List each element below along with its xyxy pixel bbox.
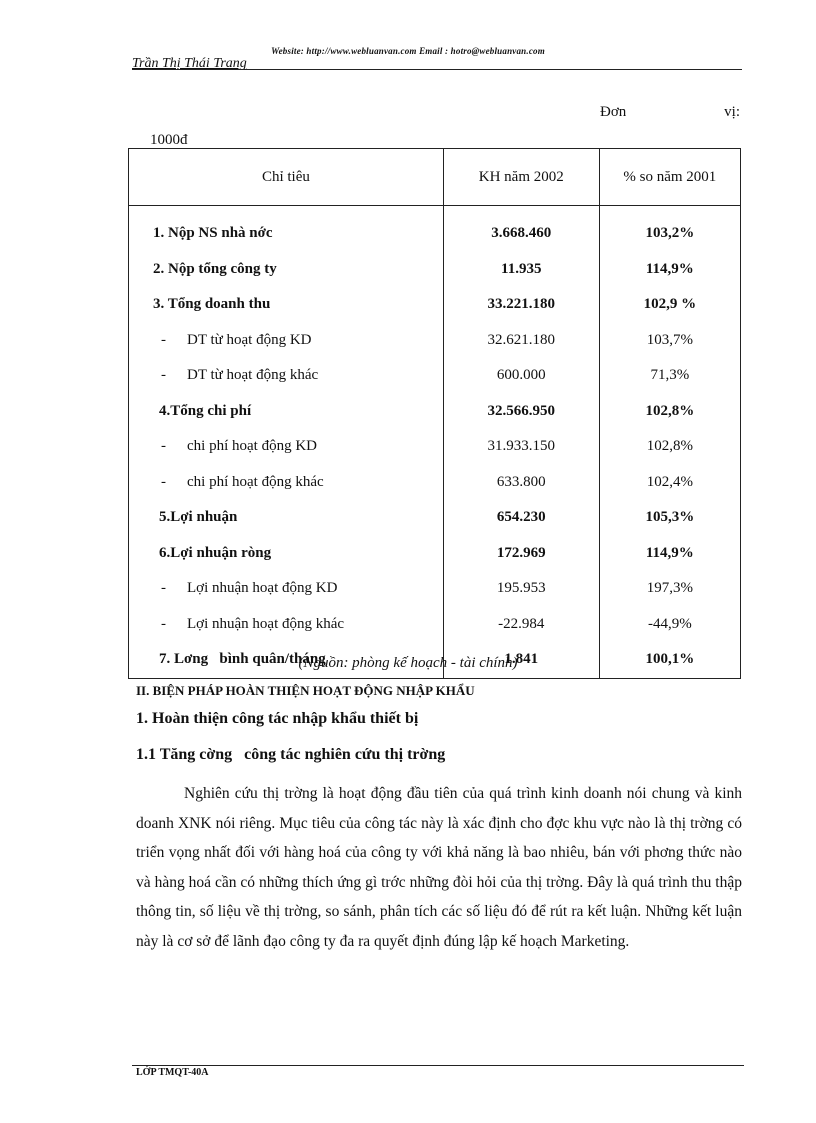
dash-bullet: -	[161, 367, 166, 384]
dash-bullet: -	[161, 615, 166, 632]
row-label: 2. Nộp tổng công ty	[129, 252, 444, 288]
row-percent: 102,9 %	[599, 287, 740, 323]
row-percent: 102,8%	[599, 429, 740, 465]
unit-label-part2: vị:	[724, 104, 740, 120]
heading-1-1: 1.1 Tăng cờng công tác nghiên cứu thị trờng	[136, 746, 446, 763]
table-row	[129, 323, 741, 359]
row-label: 6.Lợi nhuận ròng	[129, 536, 444, 572]
row-value: 600.000	[443, 358, 599, 394]
row-percent: 100,1%	[599, 642, 740, 678]
table-row	[129, 536, 741, 572]
row-value: 31.933.150	[443, 429, 599, 465]
table-row	[129, 216, 741, 252]
row-value: 32.621.180	[443, 323, 599, 359]
row-label: 5.Lợi nhuận	[129, 500, 444, 536]
table-row	[129, 465, 741, 501]
table-row	[129, 394, 741, 430]
row-value: 172.969	[443, 536, 599, 572]
row-value: 1.841	[443, 642, 599, 678]
row-percent: 102,8%	[599, 394, 740, 430]
row-value: 654.230	[443, 500, 599, 536]
footer-divider	[132, 1065, 744, 1066]
row-label: chi phí hoạt động KD	[187, 438, 317, 455]
row-value: 3.668.460	[443, 216, 599, 252]
unit-label-part3: 1000đ	[150, 132, 188, 148]
row-label: 7. Lơng bình quân/tháng	[129, 642, 444, 678]
row-percent: 114,9%	[599, 252, 740, 288]
dash-bullet: -	[161, 331, 166, 348]
header-author: Trần Thị Thái Trang	[132, 56, 247, 71]
header-indicator: Chỉ tiêu	[129, 149, 444, 206]
table-row	[129, 500, 741, 536]
row-percent: 197,3%	[599, 571, 740, 607]
table-row	[129, 429, 741, 465]
row-value: 195.953	[443, 571, 599, 607]
row-percent: -44,9%	[599, 607, 740, 643]
row-label: 1. Nộp NS nhà nớc	[129, 216, 444, 252]
unit-label	[600, 104, 740, 121]
dash-bullet: -	[161, 580, 166, 597]
header-website: Website: http://www.webluanvan.com Email : hotro@webluanvan.com	[271, 46, 545, 56]
table-row	[129, 252, 741, 288]
table-row	[129, 287, 741, 323]
section-heading: II. BIỆN PHÁP HOÀN THIỆN HOẠT ĐỘNG NHẬP KHẨU	[136, 683, 475, 698]
row-label: Lợi nhuận hoạt động khác	[187, 615, 345, 632]
unit-label-part1: Đơn	[600, 104, 627, 120]
row-value: 11.935	[443, 252, 599, 288]
table-header-row	[129, 149, 741, 206]
row-label: 3. Tổng doanh thu	[129, 287, 444, 323]
row-percent: 103,7%	[599, 323, 740, 359]
row-label: DT từ hoạt động khác	[187, 367, 319, 384]
table-row	[129, 571, 741, 607]
table-source: (Nguồn: phòng kế hoạch - tài chính)	[298, 655, 518, 671]
row-percent: 71,3%	[599, 358, 740, 394]
row-label: chi phí hoạt động khác	[187, 473, 324, 490]
body-paragraph: Nghiên cứu thị trờng là hoạt động đầu tiên của quá trình kinh doanh nói chung và kinh doanh XNK nói riêng. Mục tiêu của công tác này là xác định cho đợc khu vực nào là thị trờng có triển vọng nhất đối với hàng hoá của công ty với khả năng là bao nhiêu, bán với phơng thức nào và hàng hoá cần có những thích ứng gì trớc những đòi hỏi của thị trờng. Đây là quá trình thu thập thông tin, số liệu về thị trờng, so sánh, phân tích các số liệu đó để rút ra kết luận. Những kết luận này là cơ sở để lãnh đạo công ty đa ra quyết định đúng lập kế hoạch Marketing.	[136, 785, 742, 950]
row-value: -22.984	[443, 607, 599, 643]
header-percent-2001: % so năm 2001	[599, 149, 740, 206]
table-row	[129, 607, 741, 643]
row-percent: 105,3%	[599, 500, 740, 536]
dash-bullet: -	[161, 473, 166, 490]
footer-class-label: LỚP TMQT-40A	[136, 1067, 209, 1078]
row-label: DT từ hoạt động KD	[187, 331, 312, 348]
plan-table	[128, 148, 741, 679]
row-value: 32.566.950	[443, 394, 599, 430]
dash-bullet: -	[161, 438, 166, 455]
header-plan-2002: KH năm 2002	[443, 149, 599, 206]
row-label: 4.Tổng chi phí	[129, 394, 444, 430]
table-row	[129, 358, 741, 394]
header-divider	[132, 69, 742, 70]
row-value: 33.221.180	[443, 287, 599, 323]
heading-1: 1. Hoàn thiện công tác nhập khẩu thiết bị	[136, 710, 419, 727]
row-percent: 114,9%	[599, 536, 740, 572]
row-percent: 103,2%	[599, 216, 740, 252]
row-value: 633.800	[443, 465, 599, 501]
row-label: Lợi nhuận hoạt động KD	[187, 580, 338, 597]
row-percent: 102,4%	[599, 465, 740, 501]
